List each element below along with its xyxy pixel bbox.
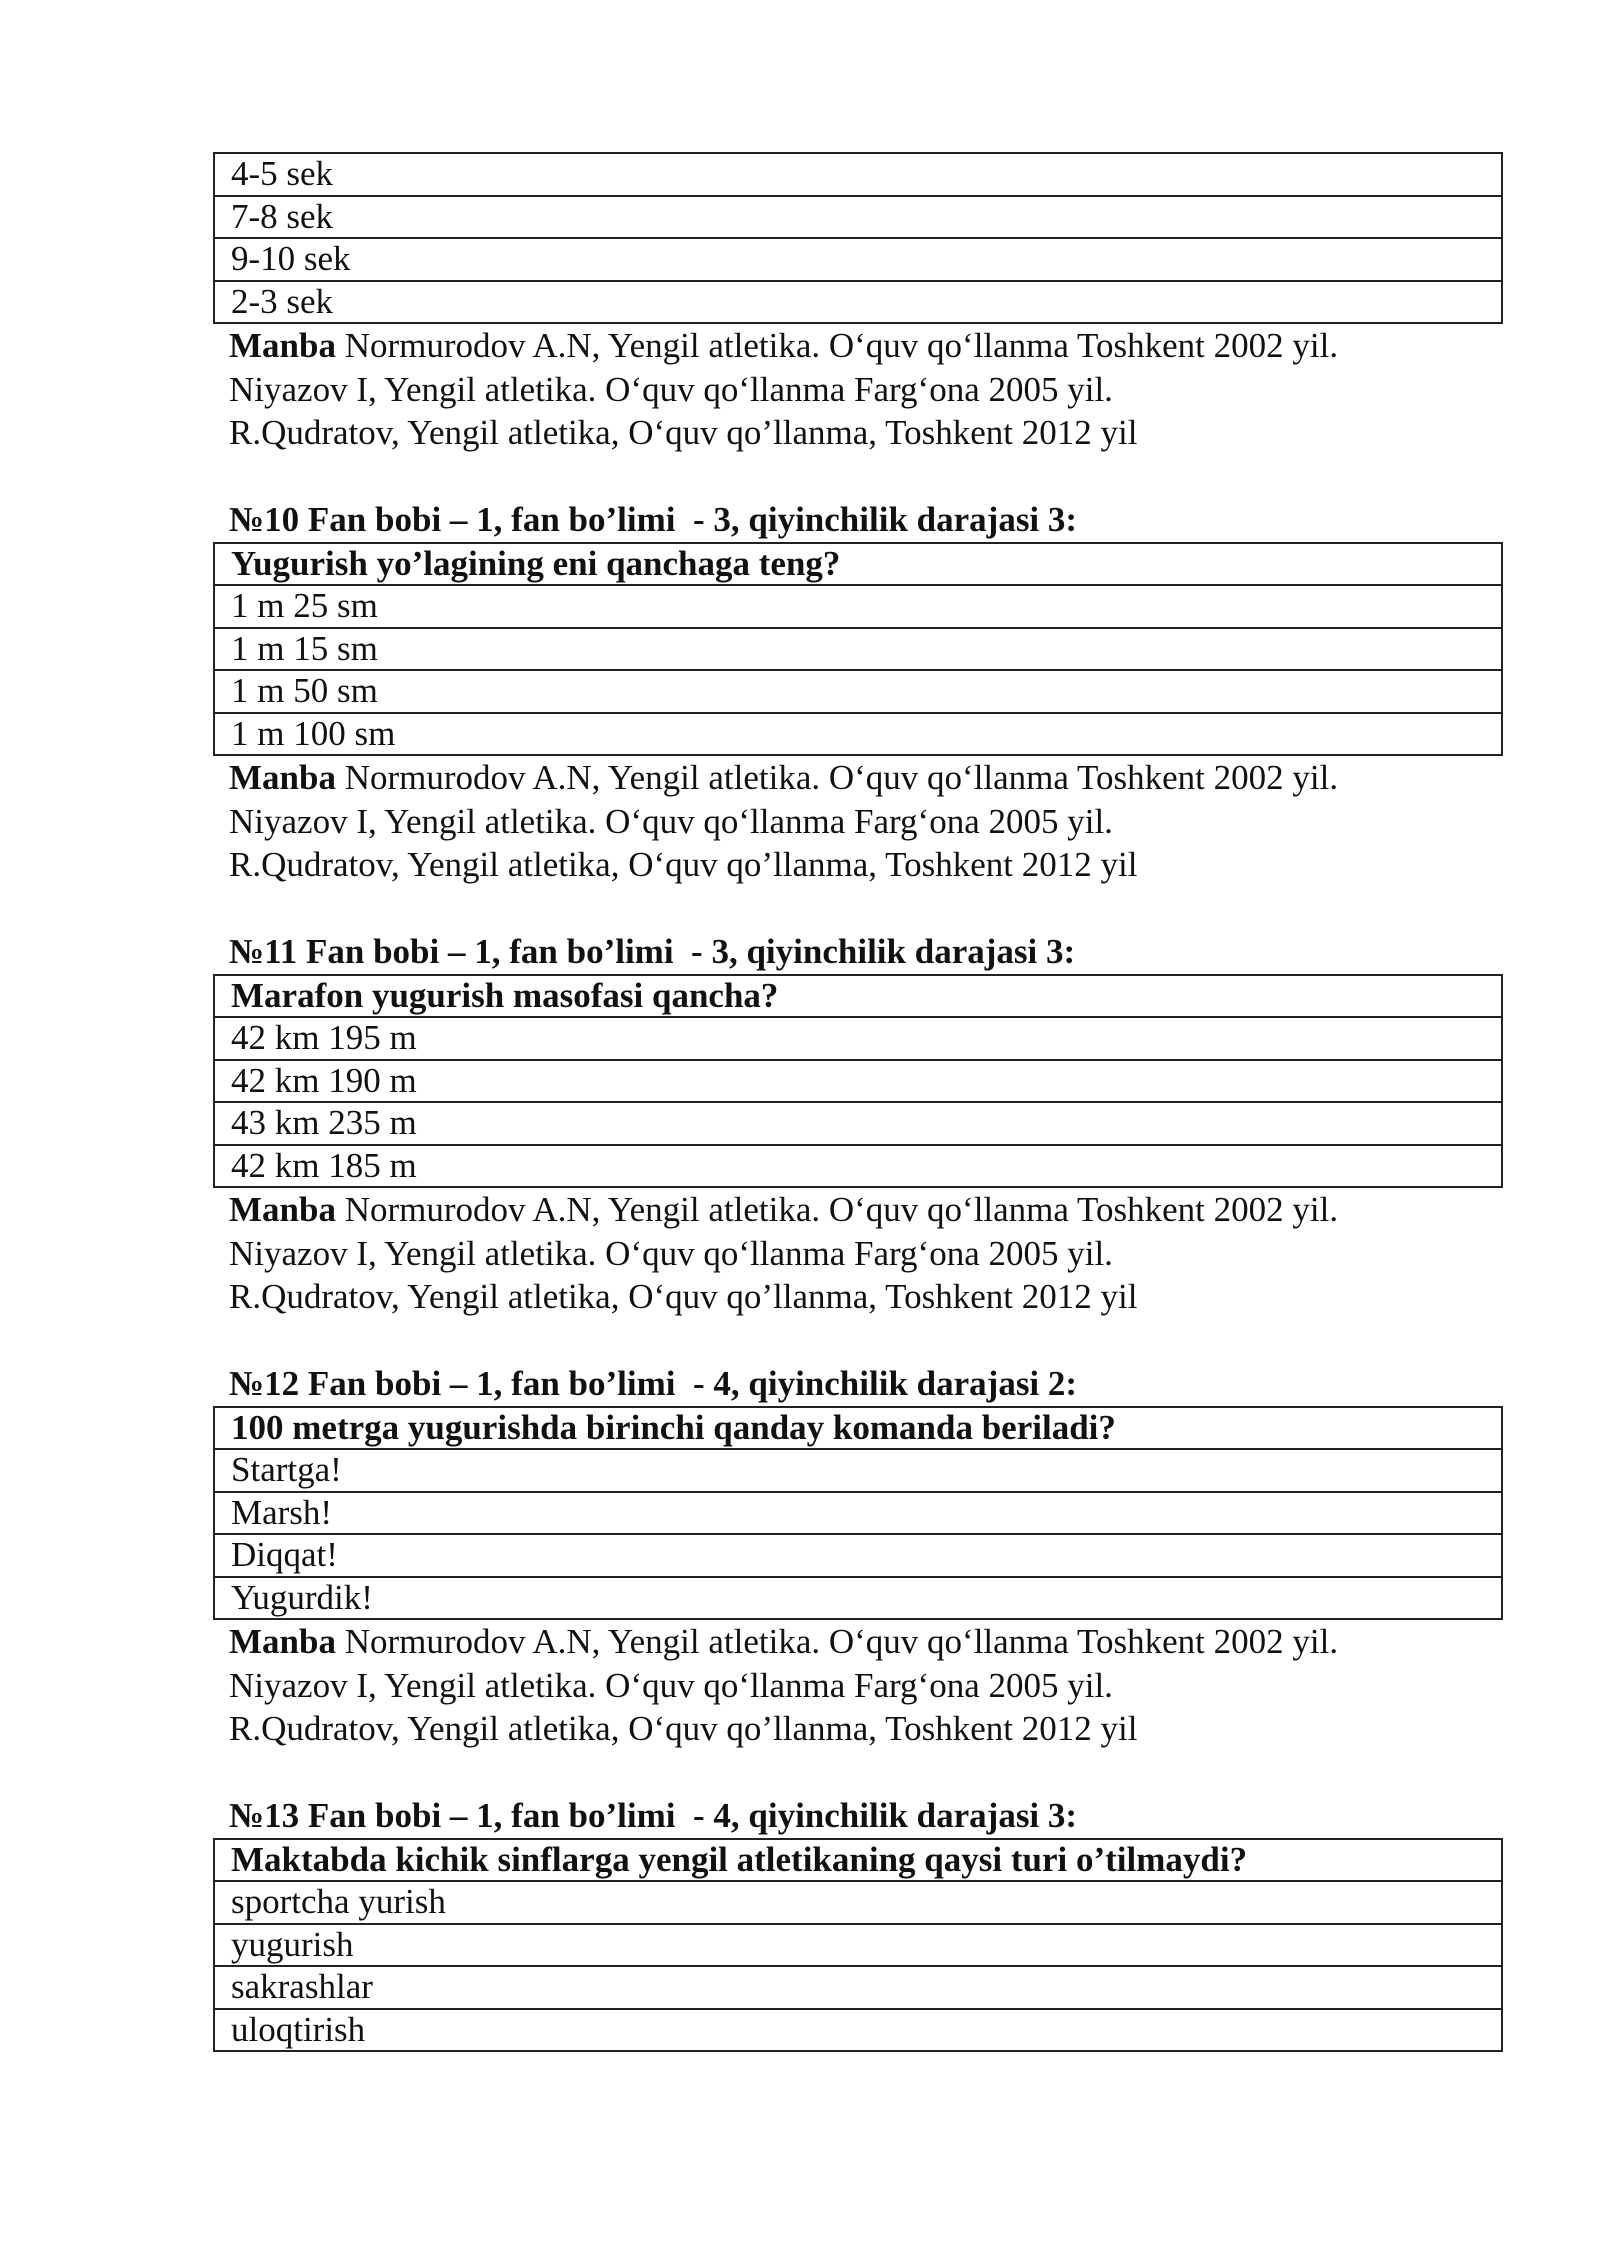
source-label: Manba [229, 326, 336, 365]
source-line-1 [229, 1620, 1503, 1664]
answer-table-12 [213, 1406, 1503, 1621]
question-header-11: №11 Fan bobi – 1, fan bo’limi - 3, qiyinchilik darajasi 3: [229, 931, 1076, 971]
source-line-3: R.Qudratov, Yengil atletika, O‘quv qo’llanma, Toshkent 2012 yil [229, 413, 1138, 452]
answer-table-10 [213, 542, 1503, 757]
source-text: Normurodov A.N, Yengil atletika. O‘quv qo‘llanma Toshkent 2002 yil. [344, 1190, 1339, 1229]
source-line-3: R.Qudratov, Yengil atletika, O‘quv qo’llanma, Toshkent 2012 yil [229, 1277, 1138, 1316]
source-line-1 [229, 1188, 1503, 1232]
answer-option: 43 km 235 m [214, 1102, 1502, 1145]
answer-option: Startga! [214, 1449, 1502, 1492]
source-line-2: Niyazov I, Yengil atletika. O‘quv qo‘llanma Farg‘ona 2005 yil. [229, 369, 1113, 409]
answer-table-continued [213, 152, 1503, 324]
question-text: 100 metrga yugurishda birinchi qanday komanda beriladi? [214, 1407, 1502, 1450]
source-list [213, 1188, 1503, 1319]
answer-option: 42 km 195 m [214, 1017, 1502, 1060]
source-line-2: Niyazov I, Yengil atletika. O‘quv qo‘llanma Farg‘ona 2005 yil. [229, 801, 1113, 841]
answer-option: Marsh! [214, 1492, 1502, 1535]
source-label: Manba [229, 758, 336, 797]
answer-option: 42 km 190 m [214, 1060, 1502, 1103]
answer-option: 42 km 185 m [214, 1145, 1502, 1188]
source-label: Manba [229, 1622, 336, 1661]
question-text: Yugurish yo’lagining eni qanchaga teng? [214, 543, 1502, 586]
question-header-13: №13 Fan bobi – 1, fan bo’limi - 4, qiyinchilik darajasi 3: [229, 1795, 1078, 1835]
answer-option: 4-5 sek [214, 153, 1502, 196]
source-label: Manba [229, 1190, 336, 1229]
answer-option: Diqqat! [214, 1534, 1502, 1577]
answer-option: 1 m 25 sm [214, 585, 1502, 628]
source-text: Normurodov A.N, Yengil atletika. O‘quv qo‘llanma Toshkent 2002 yil. [344, 326, 1339, 365]
source-line-3: R.Qudratov, Yengil atletika, O‘quv qo’llanma, Toshkent 2012 yil [229, 1709, 1138, 1748]
source-text: Normurodov A.N, Yengil atletika. O‘quv qo‘llanma Toshkent 2002 yil. [344, 758, 1339, 797]
source-list [213, 756, 1503, 887]
answer-table-11 [213, 974, 1503, 1189]
answer-option: 9-10 sek [214, 238, 1502, 281]
answer-option: 7-8 sek [214, 196, 1502, 239]
answer-option: yugurish [214, 1924, 1502, 1967]
question-text: Maktabda kichik sinflarga yengil atletikaning qaysi turi o’tilmaydi? [214, 1839, 1502, 1882]
question-text: Marafon yugurish masofasi qancha? [214, 975, 1502, 1018]
source-list [213, 1620, 1503, 1751]
answer-option: uloqtirish [214, 2009, 1502, 2052]
source-line-2: Niyazov I, Yengil atletika. O‘quv qo‘llanma Farg‘ona 2005 yil. [229, 1665, 1113, 1705]
document-page [213, 152, 1503, 2052]
answer-option: 1 m 15 sm [214, 628, 1502, 671]
source-line-1 [229, 324, 1503, 368]
source-line-3: R.Qudratov, Yengil atletika, O‘quv qo’llanma, Toshkent 2012 yil [229, 845, 1138, 884]
answer-option: 1 m 50 sm [214, 670, 1502, 713]
answer-option: sakrashlar [214, 1966, 1502, 2009]
source-text: Normurodov A.N, Yengil atletika. O‘quv qo‘llanma Toshkent 2002 yil. [344, 1622, 1339, 1661]
source-line-1 [229, 756, 1503, 800]
answer-option: sportcha yurish [214, 1881, 1502, 1924]
question-header-12: №12 Fan bobi – 1, fan bo’limi - 4, qiyinchilik darajasi 2: [229, 1363, 1078, 1403]
answer-option: Yugurdik! [214, 1577, 1502, 1620]
question-header-10: №10 Fan bobi – 1, fan bo’limi - 3, qiyinchilik darajasi 3: [229, 499, 1078, 539]
source-list [213, 324, 1503, 455]
answer-option: 1 m 100 sm [214, 713, 1502, 756]
source-line-2: Niyazov I, Yengil atletika. O‘quv qo‘llanma Farg‘ona 2005 yil. [229, 1233, 1113, 1273]
answer-option: 2-3 sek [214, 281, 1502, 324]
answer-table-13 [213, 1838, 1503, 2053]
